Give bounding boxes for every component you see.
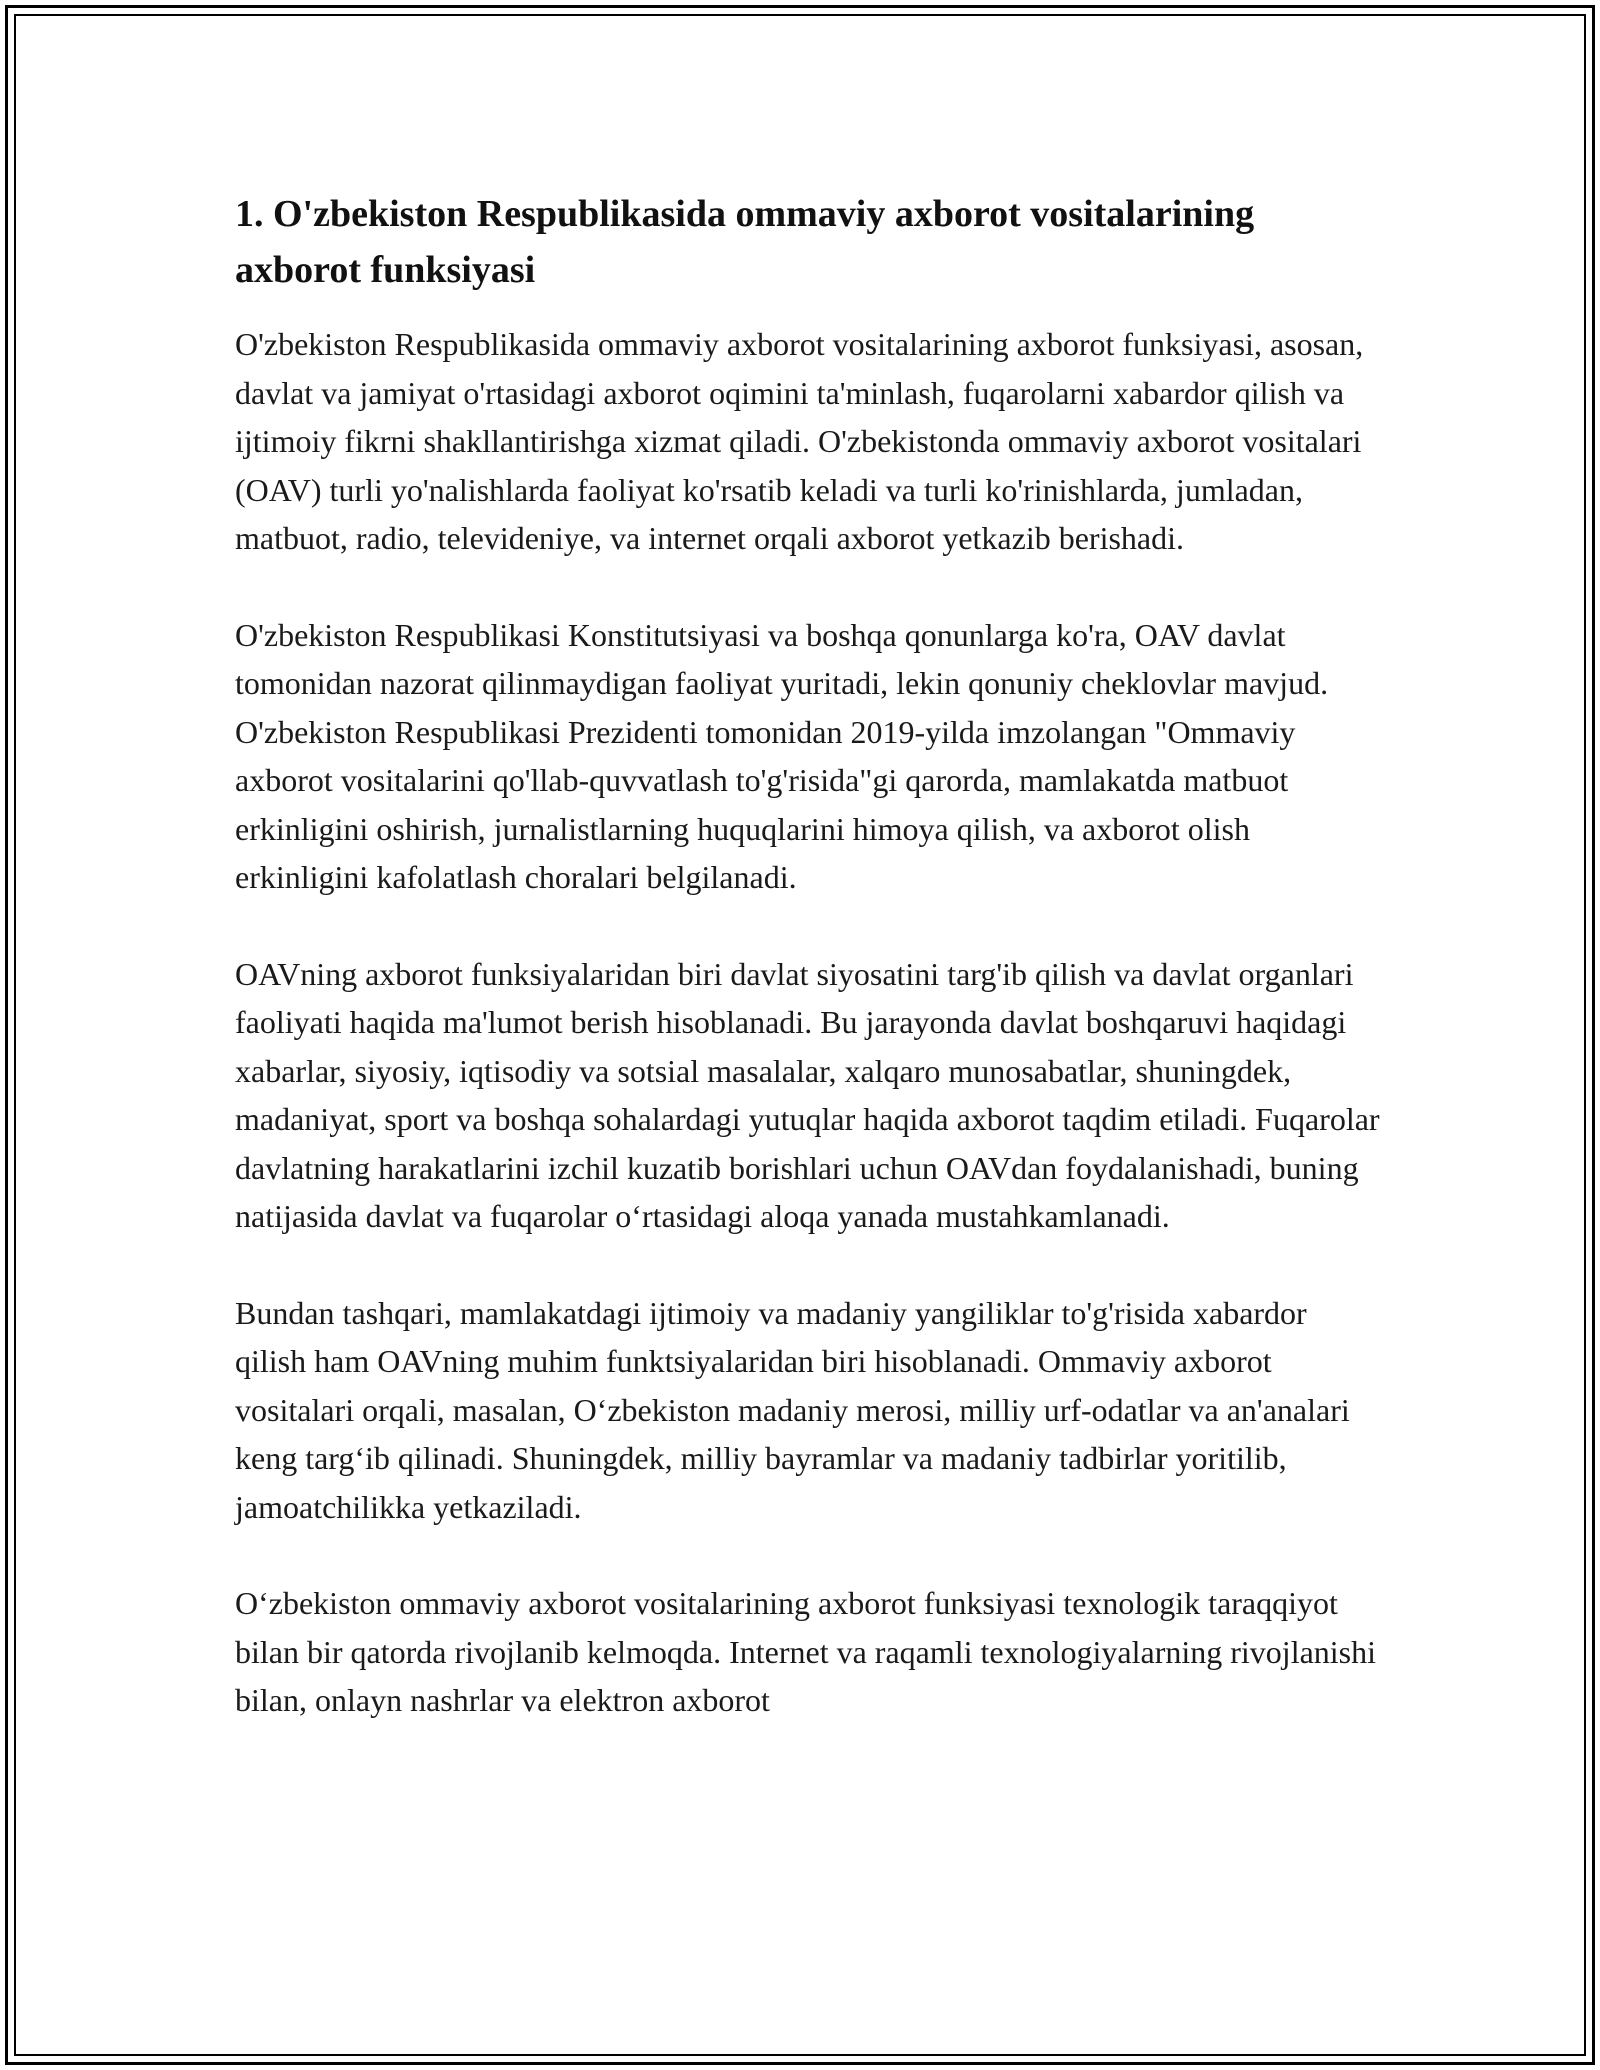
paragraph-3: OAVning axborot funksiyalaridan biri davlat siyosatini targ'ib qilish va davlat organlari faoliyati haqida ma'lumot berish hisoblanadi. Bu jarayonda davlat boshqaruvi haqidagi xabarlar, siyosiy, iqtisodiy va sotsial masalalar, xalqaro munosabatlar, shuningdek, madaniyat, sport va boshqa sohalardagi yutuqlar haqida axborot taqdim etiladi. Fuqarolar davlatning harakatlarini izchil kuzatib borishlari uchun OAVdan foydalanishadi, buning natijasida davlat va fuqarolar oʻrtasidagi aloqa yanada mustahkamlanadi. [235, 955, 1380, 1234]
section-heading: 1. O'zbekiston Respublikasida ommaviy axborot vositalarining axborot funksiyasi [235, 193, 1255, 291]
paragraph-5: Oʻzbekiston ommaviy axborot vositalarining axborot funksiyasi texnologik taraqqiyot bilan bir qatorda rivojlanib kelmoqda. Internet va raqamli texnologiyalarning rivojlanishi bilan, onlayn nashrlar va elektron axborot [235, 1585, 1377, 1718]
paragraph-1: O'zbekiston Respublikasida ommaviy axborot vositalarining axborot funksiyasi, asosan, davlat va jamiyat o'rtasidagi axborot oqimini ta'minlash, fuqarolarni xabardor qilish va ijtimoiy fikrni shakllantirishga xizmat qiladi. O'zbekistonda ommaviy axborot vositalari (OAV) turli yo'nalishlarda faoliyat ko'rsatib keladi va turli ko'rinishlarda, jumladan, matbuot, radio, televideniye, va internet orqali axborot yetkazib berishadi. [235, 326, 1364, 556]
paragraph-4: Bundan tashqari, mamlakatdagi ijtimoiy va madaniy yangiliklar to'g'risida xabardor qilish ham OAVning muhim funktsiyalaridan biri hisoblanadi. Ommaviy axborot vositalari orqali, masalan, Oʻzbekiston madaniy merosi, milliy urf-odatlar va an'analari keng targʻib qilinadi. Shuningdek, milliy bayramlar va madaniy tadbirlar yoritilib, jamoatchilikka yetkaziladi. [235, 1294, 1350, 1525]
document-body [235, 186, 1385, 1773]
paragraph-2: O'zbekiston Respublikasi Konstitutsiyasi va boshqa qonunlarga ko'ra, OAV davlat tomonidan nazorat qilinmaydigan faoliyat yuritadi, lekin qonuniy cheklovlar mavjud. O'zbekiston Respublikasi Prezidenti tomonidan 2019-yilda imzolangan "Ommaviy axborot vositalarini qo'llab-quvvatlash to'g'risida"gi qarorda, mamlakatda matbuot erkinligini oshirish, jurnalistlarning huquqlarini himoya qilish, va axborot olish erkinligini kafolatlash choralari belgilanadi. [235, 616, 1329, 895]
